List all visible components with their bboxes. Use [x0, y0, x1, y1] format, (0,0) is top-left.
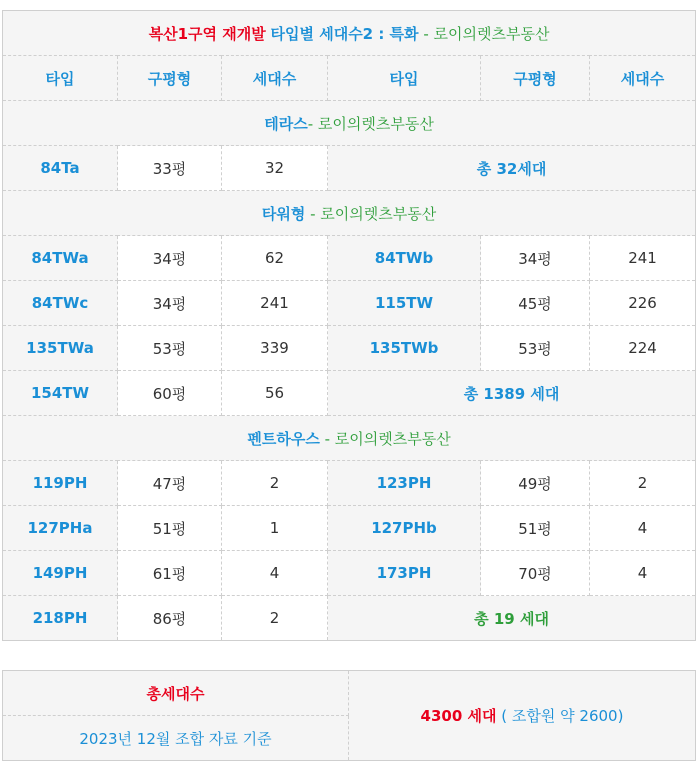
section-source: - 로이의렛츠부동산 — [307, 114, 434, 133]
section-row-tower — [3, 191, 696, 236]
data-source-note: 2023년 12월 조합 자료 기준 — [3, 716, 349, 761]
section-name: 타워형 — [261, 204, 306, 223]
header-pyeong-1: 구평형 — [118, 56, 222, 101]
pyeong-cell: 61평 — [118, 551, 222, 596]
units-cell: 4 — [590, 551, 696, 596]
units-cell: 241 — [590, 236, 696, 281]
table-row — [3, 596, 696, 641]
section-name: 테라스 — [264, 114, 308, 133]
table-row — [3, 326, 696, 371]
units-cell: 241 — [222, 281, 328, 326]
type-table-container — [2, 10, 695, 641]
section-row-penthouse — [3, 416, 696, 461]
pyeong-cell: 51평 — [118, 506, 222, 551]
pyeong-cell: 45평 — [481, 281, 590, 326]
type-cell: 84Ta — [3, 146, 118, 191]
total-units-number: 4300 세대 — [420, 707, 497, 725]
units-cell: 2 — [222, 596, 328, 641]
section-title-tower — [3, 191, 696, 236]
type-cell: 127PHa — [3, 506, 118, 551]
pyeong-cell: 34평 — [118, 281, 222, 326]
header-type-2: 타입 — [328, 56, 481, 101]
table-row — [3, 551, 696, 596]
section-total: 총 19 세대 — [328, 596, 696, 641]
pyeong-cell: 33평 — [118, 146, 222, 191]
units-cell: 32 — [222, 146, 328, 191]
section-source: - 로이의렛츠부동산 — [324, 429, 451, 448]
type-cell: 119PH — [3, 461, 118, 506]
header-units-2: 세대수 — [590, 56, 696, 101]
header-pyeong-2: 구평형 — [481, 56, 590, 101]
pyeong-cell: 34평 — [481, 236, 590, 281]
section-row-terrace — [3, 101, 696, 146]
table-row — [3, 461, 696, 506]
type-cell: 123PH — [328, 461, 481, 506]
pyeong-cell: 34평 — [118, 236, 222, 281]
type-cell: 135TWa — [3, 326, 118, 371]
units-cell: 1 — [222, 506, 328, 551]
type-cell: 154TW — [3, 371, 118, 416]
total-units-label: 총세대수 — [3, 671, 349, 716]
pyeong-cell: 49평 — [481, 461, 590, 506]
type-cell: 84TWb — [328, 236, 481, 281]
title-source: - 로이의렛츠부동산 — [423, 24, 550, 43]
member-count: ( 조합원 약 2600) — [501, 707, 624, 725]
summary-container — [2, 670, 695, 761]
table-title-row — [3, 11, 696, 56]
table-row — [3, 146, 696, 191]
units-cell: 224 — [590, 326, 696, 371]
pyeong-cell: 53평 — [481, 326, 590, 371]
table-row — [3, 281, 696, 326]
units-cell: 62 — [222, 236, 328, 281]
units-cell: 4 — [590, 506, 696, 551]
pyeong-cell: 60평 — [118, 371, 222, 416]
header-type-1: 타입 — [3, 56, 118, 101]
units-cell: 2 — [222, 461, 328, 506]
type-cell: 149PH — [3, 551, 118, 596]
pyeong-cell: 86평 — [118, 596, 222, 641]
units-cell: 339 — [222, 326, 328, 371]
type-cell: 127PHb — [328, 506, 481, 551]
title-type: 타입별 세대수2 : 특화 — [270, 24, 419, 43]
summary-table — [2, 670, 696, 761]
table-row — [3, 506, 696, 551]
type-units-table — [2, 10, 696, 641]
summary-row-label — [3, 671, 696, 716]
total-units-value — [349, 671, 696, 761]
type-cell: 173PH — [328, 551, 481, 596]
section-name: 펜트하우스 — [247, 429, 320, 448]
section-total: 총 1389 세대 — [328, 371, 696, 416]
units-cell: 56 — [222, 371, 328, 416]
units-cell: 2 — [590, 461, 696, 506]
table-row — [3, 236, 696, 281]
section-total: 총 32세대 — [328, 146, 696, 191]
type-cell: 84TWc — [3, 281, 118, 326]
type-cell: 135TWb — [328, 326, 481, 371]
pyeong-cell: 47평 — [118, 461, 222, 506]
type-cell: 218PH — [3, 596, 118, 641]
table-title — [3, 11, 696, 56]
title-area: 복산1구역 재개발 — [148, 24, 266, 43]
table-row — [3, 371, 696, 416]
type-cell: 115TW — [328, 281, 481, 326]
section-title-terrace — [3, 101, 696, 146]
header-row — [3, 56, 696, 101]
pyeong-cell: 70평 — [481, 551, 590, 596]
section-source: - 로이의렛츠부동산 — [310, 204, 437, 223]
header-units-1: 세대수 — [222, 56, 328, 101]
pyeong-cell: 51평 — [481, 506, 590, 551]
pyeong-cell: 53평 — [118, 326, 222, 371]
section-title-penthouse — [3, 416, 696, 461]
units-cell: 4 — [222, 551, 328, 596]
type-cell: 84TWa — [3, 236, 118, 281]
units-cell: 226 — [590, 281, 696, 326]
